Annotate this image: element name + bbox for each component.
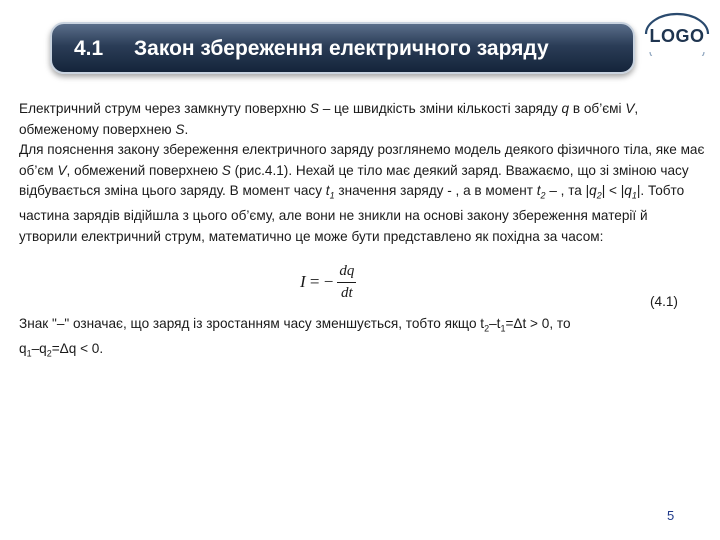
- text-run: .: [184, 121, 189, 137]
- formula-fraction: [337, 263, 356, 302]
- slide-title: Закон збереження електричного заряду: [134, 37, 549, 60]
- section-number: 4.1: [74, 37, 104, 60]
- explanation-text: [19, 314, 709, 363]
- text-run: V: [57, 162, 67, 178]
- slide-title-bar: [50, 22, 635, 74]
- text-run: t: [325, 183, 330, 198]
- paragraph-3: [19, 314, 709, 363]
- subscript: 1: [26, 348, 32, 359]
- formula: [300, 262, 356, 302]
- text-run: V: [625, 101, 635, 116]
- text-run: q: [624, 183, 632, 198]
- subscript: 2: [46, 348, 52, 359]
- logo: [640, 12, 714, 56]
- page-number: 5: [667, 508, 675, 523]
- subscript: 1: [500, 323, 506, 334]
- text-run: q: [589, 183, 597, 198]
- subscript: 1: [329, 190, 335, 201]
- text-run: –t: [489, 316, 501, 331]
- text-run: S: [221, 162, 231, 178]
- text-run: –q: [31, 340, 47, 356]
- text-run: – це швидкість зміни кількості заряду: [318, 101, 562, 116]
- text-run: t: [536, 183, 541, 198]
- text-run: S: [175, 121, 185, 137]
- subscript: 2: [596, 190, 602, 201]
- text-run: Для пояснення закону збереження електричного заряду розглянемо модель деякого фізичного тіла, яке має об’єм: [19, 142, 705, 178]
- logo-text: LOGO: [649, 26, 705, 46]
- text-run: значення заряду - , а в момент: [334, 183, 537, 198]
- text-run: =Δt > 0, то: [505, 316, 571, 331]
- text-run: q: [19, 340, 27, 356]
- equation-number: (4.1): [650, 294, 678, 309]
- text-run: , обмеженому поверхнею: [19, 101, 639, 137]
- subscript: 2: [540, 190, 546, 201]
- text-run: (рис.4.1). Нехай це тіло має деякий заряд. Вважаємо, що зі зміною часу відбувається зміна цього заряду. В момент часу: [19, 162, 689, 198]
- formula-eq: = −: [305, 272, 334, 291]
- text-run: Електричний струм через замкнуту поверхню: [19, 101, 310, 116]
- text-run: S: [309, 101, 319, 116]
- fraction-bar: [337, 282, 356, 283]
- formula-lhs: I: [300, 272, 306, 291]
- text-run: в об’ємі: [569, 101, 626, 116]
- text-run: Знак "–" означає, що заряд із зростанням часу зменшується, тобто якщо t: [19, 316, 485, 331]
- text-run: | < |: [601, 183, 625, 198]
- paragraph-2: [19, 140, 709, 247]
- text-run: =Δq < 0.: [51, 340, 104, 356]
- text-run: |. Тобто частина зарядів відійшла з цього об’єму, але вони не зникли на основі закону збереження матерії й утворили електричний струм, математично це може бути представлено як похідна за часом:: [19, 183, 685, 244]
- text-run: – , та |: [545, 183, 590, 198]
- text-run: , обмежений поверхнею: [66, 162, 222, 178]
- body-text: [19, 99, 709, 247]
- fraction-denominator: dt: [341, 284, 353, 301]
- fraction-numerator: dq: [339, 262, 355, 279]
- text-run: q: [561, 101, 570, 116]
- subscript: 1: [631, 190, 637, 201]
- paragraph-1: [19, 99, 709, 140]
- subscript: 2: [484, 323, 490, 334]
